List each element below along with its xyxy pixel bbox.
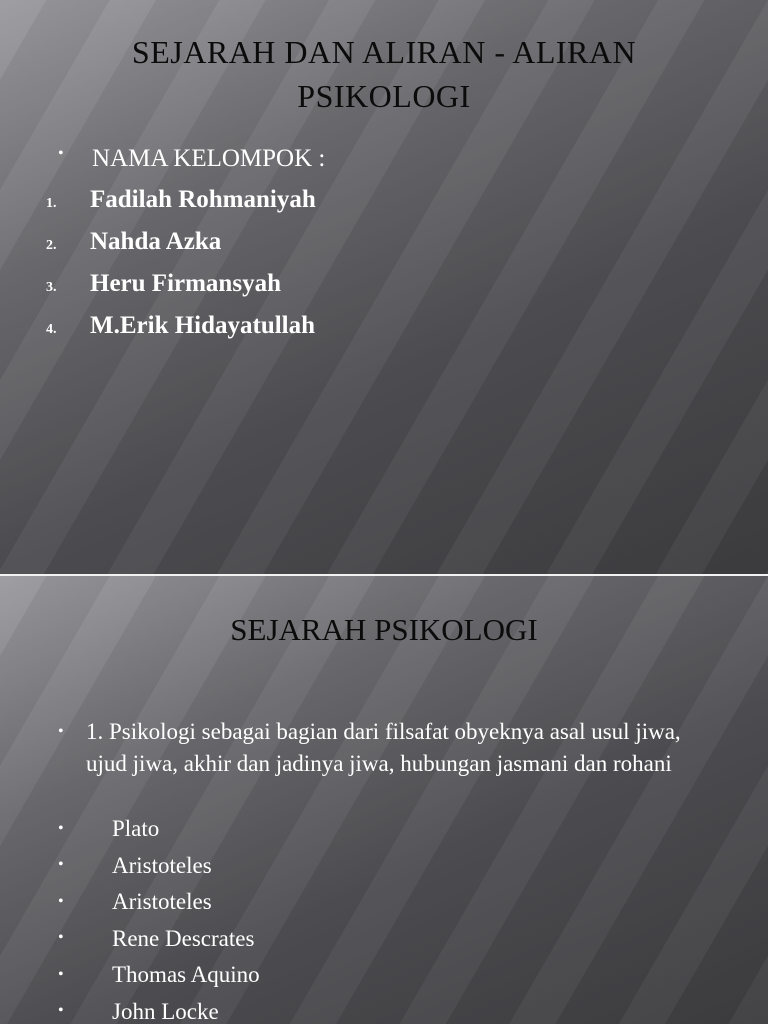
bullet-icon: •: [58, 819, 64, 837]
member-item: [46, 224, 316, 266]
member-item: [46, 308, 316, 350]
member-list: [46, 182, 316, 350]
philosopher-name: Rene Descrates: [112, 925, 255, 951]
slide-title-heading: [0, 30, 768, 118]
list-item: [58, 886, 260, 923]
member-name: Heru Firmansyah: [90, 270, 281, 297]
member-name: Nahda Azka: [90, 228, 222, 255]
bullet-icon: •: [58, 1002, 64, 1020]
bullet-icon: •: [58, 965, 64, 983]
bullet-icon: •: [58, 856, 64, 874]
member-item: [46, 266, 316, 308]
member-name: M.Erik Hidayatullah: [90, 312, 316, 339]
philosopher-name: Aristoteles: [112, 889, 212, 914]
member-item: [46, 182, 316, 224]
list-item: [58, 813, 260, 850]
member-name: Fadilah Rohmaniyah: [90, 186, 316, 213]
group-heading: [58, 142, 325, 177]
member-number: 2.: [46, 238, 57, 253]
intro-text: 1. Psikologi sebagai bagian dari filsafat obyeknya asal usul jiwa, ujud jiwa, akhir dan jadinya jiwa, hubungan jasmani dan rohani: [86, 719, 681, 776]
slide-history: [0, 576, 768, 1024]
list-item: [58, 850, 260, 887]
bullet-icon: •: [58, 892, 64, 910]
bullet-icon: •: [58, 722, 64, 740]
title-line-2: PSIKOLOGI: [297, 78, 471, 114]
member-number: 1.: [46, 196, 57, 211]
philosopher-list: [58, 813, 260, 1024]
list-item: [58, 959, 260, 996]
bullet-icon: •: [58, 929, 64, 947]
member-number: 4.: [46, 322, 57, 337]
title-line-1: SEJARAH DAN ALIRAN - ALIRAN: [131, 34, 637, 70]
list-item: [58, 923, 260, 960]
slide-history-heading: SEJARAH PSIKOLOGI: [230, 612, 538, 647]
intro-paragraph: [58, 716, 748, 780]
member-number: 3.: [46, 280, 57, 295]
philosopher-name: John Locke: [112, 998, 219, 1024]
list-item: [58, 996, 260, 1024]
philosopher-name: Plato: [112, 816, 160, 841]
bullet-icon: •: [58, 145, 64, 163]
group-heading-label: NAMA KELOMPOK :: [92, 145, 326, 172]
philosopher-name: Aristoteles: [112, 852, 212, 878]
philosopher-name: Thomas Aquino: [112, 962, 260, 987]
